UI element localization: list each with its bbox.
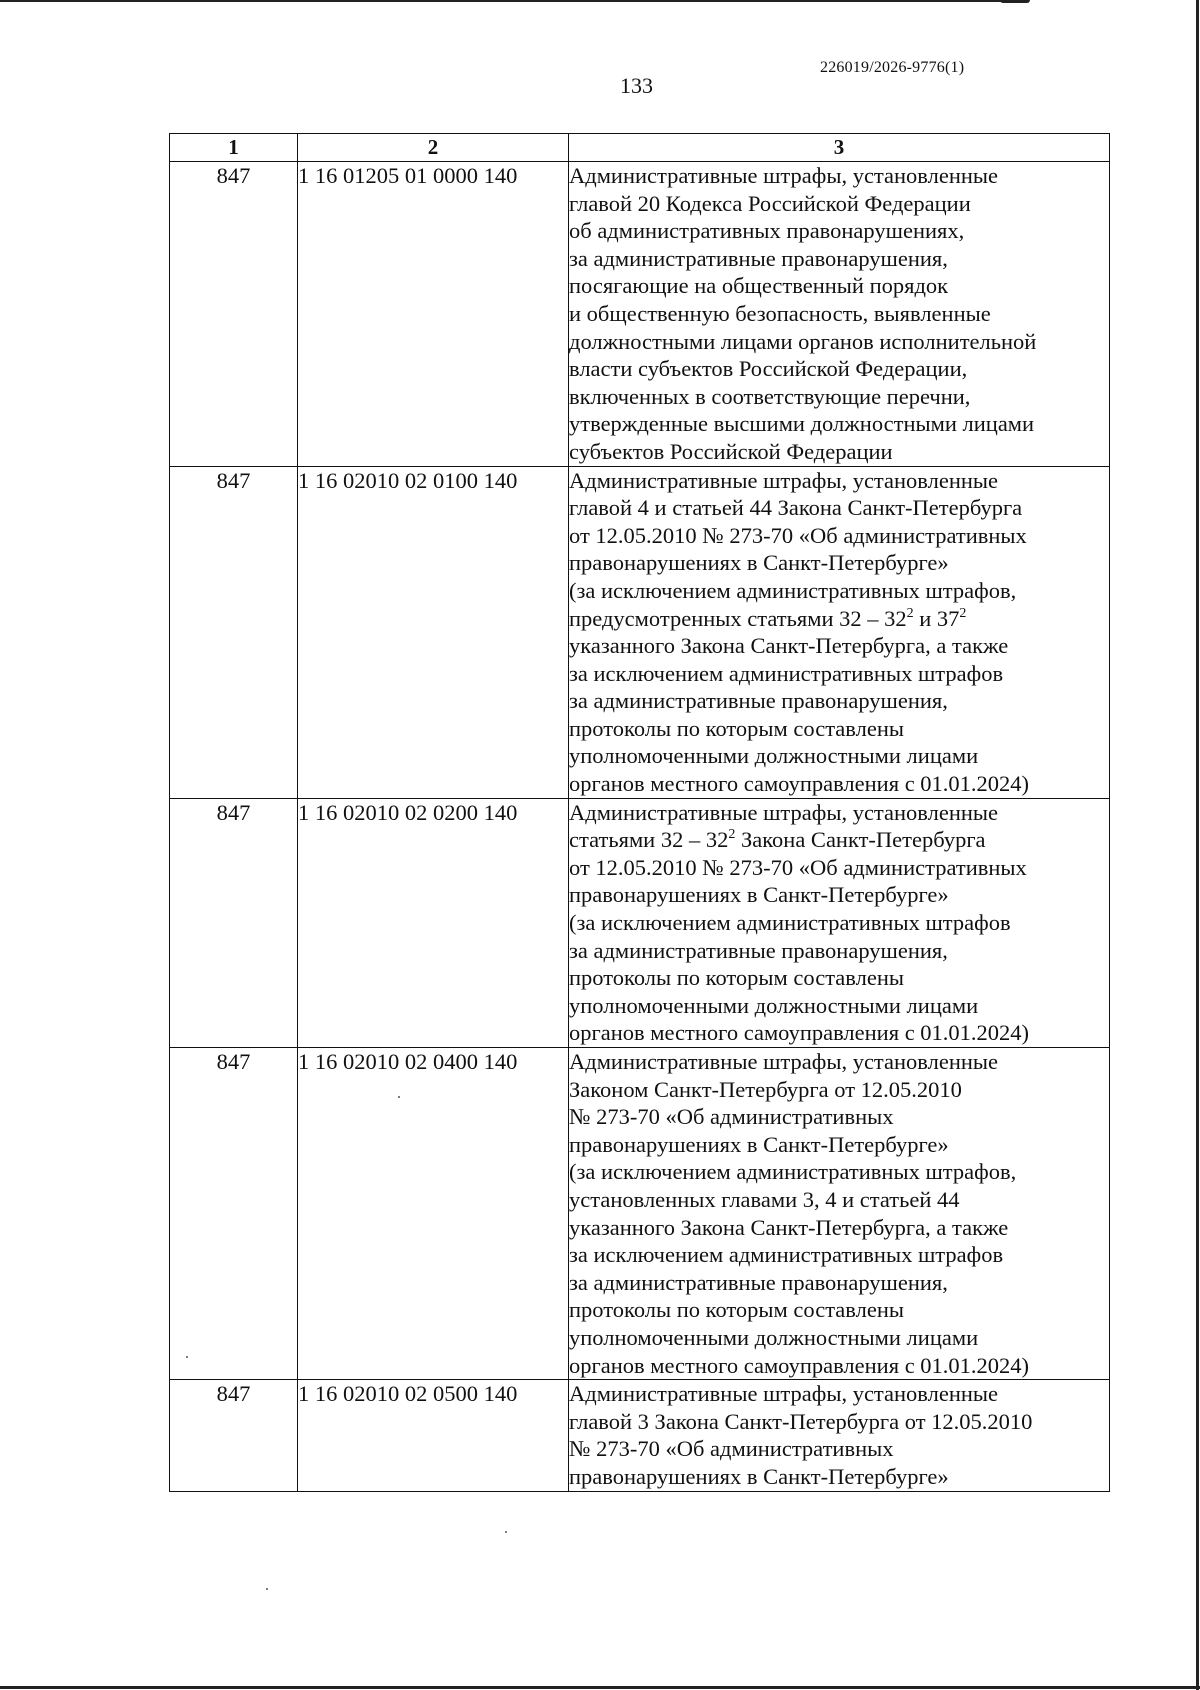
description-line: уполномоченными должностными лицами bbox=[569, 992, 979, 1018]
kbk-code-cell: 1 16 02010 02 0500 140 bbox=[298, 1380, 569, 1491]
description-line: включенных в соответствующие перечни, bbox=[569, 383, 971, 409]
description-line-with-superscript bbox=[569, 826, 1109, 854]
table-row bbox=[170, 1048, 1110, 1380]
description-cell bbox=[569, 798, 1110, 1047]
description-line-with-superscript bbox=[569, 605, 1109, 633]
scan-border-top bbox=[0, 0, 1008, 2]
text-fragment: статьями 32 – 32 bbox=[569, 827, 729, 853]
description-line: от 12.05.2010 № 273-70 «Об административных bbox=[569, 854, 1027, 880]
description-line: указанного Закона Санкт-Петербурга, а также bbox=[569, 1214, 1009, 1240]
description-line: субъектов Российской Федерации bbox=[569, 438, 893, 464]
description-line: главой 4 и статьей 44 Закона Санкт-Петербурга bbox=[569, 495, 1023, 521]
header-col-1: 1 bbox=[170, 134, 298, 162]
description-line: уполномоченными должностными лицами bbox=[569, 1324, 979, 1350]
admin-code-cell: 847 bbox=[170, 162, 298, 467]
description-line: главой 3 Закона Санкт-Петербурга от 12.05.2010 bbox=[569, 1408, 1033, 1434]
description-line: за исключением административных штрафов bbox=[569, 660, 1004, 686]
description-line: за исключением административных штрафов bbox=[569, 1242, 1004, 1268]
admin-code-cell: 847 bbox=[170, 1048, 298, 1380]
description-line: уполномоченными должностными лицами bbox=[569, 743, 979, 769]
scan-border-right bbox=[1196, 0, 1199, 1690]
description-line: Административные штрафы, установленные bbox=[569, 799, 999, 825]
description-line: протоколы по которым составлены bbox=[569, 1297, 904, 1323]
description-line: за административные правонарушения, bbox=[569, 937, 948, 963]
header-col-3: 3 bbox=[569, 134, 1110, 162]
description-line: Административные штрафы, установленные bbox=[569, 1381, 999, 1407]
description-cell bbox=[569, 1048, 1110, 1380]
admin-code-cell: 847 bbox=[170, 798, 298, 1047]
table-row bbox=[170, 162, 1110, 467]
superscript: 2 bbox=[728, 827, 736, 843]
description-line: № 273-70 «Об административных bbox=[569, 1104, 894, 1130]
description-line: должностными лицами органов исполнительной bbox=[569, 328, 1037, 354]
description-line: и общественную безопасность, выявленные bbox=[569, 300, 991, 326]
description-line: утвержденные высшими должностными лицами bbox=[569, 411, 1035, 437]
description-line: органов местного самоуправления с 01.01.2024) bbox=[569, 771, 1030, 797]
description-line: Законом Санкт-Петербурга от 12.05.2010 bbox=[569, 1076, 962, 1102]
description-line: № 273-70 «Об административных bbox=[569, 1436, 894, 1462]
description-line: за административные правонарушения, bbox=[569, 1269, 948, 1295]
budget-codes-table bbox=[169, 133, 1110, 1492]
description-line: правонарушениях в Санкт-Петербурге» bbox=[569, 550, 949, 576]
description-line: главой 20 Кодекса Российской Федерации bbox=[569, 190, 971, 216]
document-code: 226019/2026-9776(1) bbox=[820, 59, 965, 76]
kbk-code-cell: 1 16 02010 02 0100 140 bbox=[298, 466, 569, 798]
description-line: указанного Закона Санкт-Петербурга, а также bbox=[569, 633, 1009, 659]
scan-mark bbox=[1000, 0, 1030, 3]
description-line: протоколы по которым составлены bbox=[569, 715, 904, 741]
description-line: органов местного самоуправления с 01.01.2024) bbox=[569, 1352, 1030, 1378]
description-line: правонарушениях в Санкт-Петербурге» bbox=[569, 882, 949, 908]
description-line: от 12.05.2010 № 273-70 «Об административных bbox=[569, 522, 1027, 548]
description-line: протоколы по которым составлены bbox=[569, 965, 904, 991]
admin-code-cell: 847 bbox=[170, 1380, 298, 1491]
text-fragment: предусмотренных статьями 32 – 32 bbox=[569, 605, 907, 631]
description-cell bbox=[569, 1380, 1110, 1491]
kbk-code-cell: 1 16 02010 02 0400 140 bbox=[298, 1048, 569, 1380]
text-fragment: и 37 bbox=[913, 605, 960, 631]
description-line: Административные штрафы, установленные bbox=[569, 163, 999, 188]
scan-speck bbox=[505, 1531, 507, 1533]
description-line: правонарушениях в Санкт-Петербурге» bbox=[569, 1131, 949, 1157]
kbk-code-cell: 1 16 02010 02 0200 140 bbox=[298, 798, 569, 1047]
description-line: за административные правонарушения, bbox=[569, 688, 948, 714]
description-line: об административных правонарушениях, bbox=[569, 218, 965, 244]
page-number: 133 bbox=[620, 73, 653, 98]
description-line: (за исключением административных штрафов bbox=[569, 910, 1011, 936]
description-line: Административные штрафы, установленные bbox=[569, 1049, 999, 1074]
header-col-2: 2 bbox=[298, 134, 569, 162]
description-line: за административные правонарушения, bbox=[569, 245, 948, 271]
description-line: (за исключением административных штрафов, bbox=[569, 1159, 1017, 1185]
superscript: 2 bbox=[906, 605, 914, 621]
description-cell bbox=[569, 162, 1110, 467]
description-line: правонарушениях в Санкт-Петербурге» bbox=[569, 1463, 949, 1489]
scan-speck bbox=[398, 1096, 400, 1098]
superscript: 2 bbox=[959, 605, 967, 621]
description-line: посягающие на общественный порядок bbox=[569, 273, 949, 299]
description-line: органов местного самоуправления с 01.01.2024) bbox=[569, 1020, 1030, 1046]
scan-speck bbox=[186, 1356, 188, 1358]
text-fragment: Закона Санкт-Петербурга bbox=[735, 827, 986, 853]
table-row bbox=[170, 466, 1110, 798]
admin-code-cell: 847 bbox=[170, 466, 298, 798]
description-line: власти субъектов Российской Федерации, bbox=[569, 356, 968, 382]
table-row bbox=[170, 1380, 1110, 1491]
table-header-row bbox=[170, 134, 1110, 162]
description-line: Административные штрафы, установленные bbox=[569, 467, 999, 493]
description-cell bbox=[569, 466, 1110, 798]
table-row bbox=[170, 798, 1110, 1047]
scan-speck bbox=[266, 1588, 268, 1590]
kbk-code-cell: 1 16 01205 01 0000 140 bbox=[298, 162, 569, 467]
description-line: установленных главами 3, 4 и статьей 44 bbox=[569, 1186, 960, 1212]
description-line: (за исключением административных штрафов, bbox=[569, 577, 1017, 603]
scan-border-bottom bbox=[0, 1686, 1200, 1689]
